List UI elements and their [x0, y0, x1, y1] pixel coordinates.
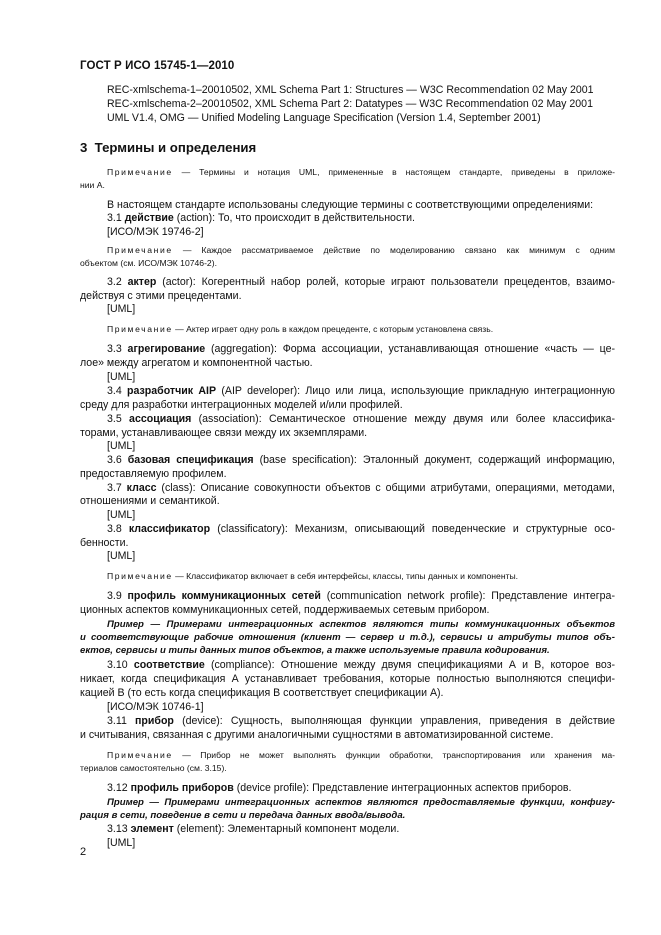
note-cont: нии А.	[80, 180, 105, 190]
section-title: Термины и определения	[94, 140, 257, 155]
term-3-9: 3.9 профиль коммуникационных сетей (communication network profile): Представление интегра-	[107, 590, 615, 602]
page-number: 2	[80, 846, 87, 858]
note: Примечание — Актер играет одну роль в каждом прецеденте, с которым установлена связь.	[107, 324, 494, 334]
source-ref: [ИСО/МЭК 19746-2]	[107, 226, 204, 238]
note-cont: объектом (см. ИСО/МЭК 10746-2).	[80, 258, 217, 268]
source-ref: [UML]	[107, 303, 136, 315]
term-3-7: 3.7 класс (class): Описание совокупности объектов с общими атрибутами, операциями, методами,	[107, 482, 615, 494]
note: Примечание — Прибор не может выполнять функции обработки, транспортирования или хранения ма-	[107, 750, 615, 760]
source-ref: [ИСО/МЭК 10746-1]	[107, 701, 204, 713]
note-label: Примечание	[107, 167, 173, 177]
note-label: Примечание	[107, 750, 173, 760]
term-3-6: 3.6 базовая спецификация (base specification): Эталонный документ, содержащий информацию,	[107, 454, 615, 466]
source-ref: [UML]	[107, 837, 136, 849]
note-label: Примечание	[107, 571, 173, 581]
intro-text: В настоящем стандарте использованы следующие термины с соответствующими определениями:	[107, 199, 594, 211]
example: Пример — Примерами интеграционных аспектов являются предоставляемые функции, конфигу-	[107, 797, 615, 808]
note-label: Примечание	[107, 324, 173, 334]
section-heading	[80, 140, 256, 155]
note-label: Примечание	[107, 245, 173, 255]
term-3-8: 3.8 классификатор (classificatory): Механизм, описывающий поведенческие и структурные осо-	[107, 523, 616, 535]
source-ref: [UML]	[107, 371, 136, 383]
term-3-5: 3.5 ассоциация (association): Семантическое отношение между двумя или более классифика-	[107, 413, 615, 425]
note-cont: териалов самостоятельно (см. 3.15).	[80, 763, 227, 773]
note: Примечание — Классификатор включает в себя интерфейсы, классы, типы данных и компоненты.	[107, 571, 519, 581]
note: Примечание — Каждое рассматриваемое действие по моделированию связано как минимум с одним	[107, 245, 615, 255]
term-3-13: 3.13 элемент (element): Элементарный компонент модели.	[107, 823, 400, 835]
source-ref: [UML]	[107, 440, 136, 452]
term-3-11: 3.11 прибор (device): Сущность, выполняющая функции управления, приведения в действие	[107, 715, 616, 727]
term-3-12: 3.12 профиль приборов (device profile): Представление интеграционных аспектов приборов.	[107, 782, 572, 794]
source-ref: [UML]	[107, 509, 136, 521]
term-3-2: 3.2 актер (actor): Когерентный набор ролей, которые играют пользователи прецедентов, взаимо-	[107, 276, 615, 288]
example: Пример — Примерами интеграционных аспектов являются типы коммуникационных объектов	[107, 619, 615, 630]
section-number: 3	[80, 140, 88, 155]
term-3-1: 3.1 действие (action): То, что происходит в действительности.	[107, 212, 415, 224]
reference-line: REC-xmlschema-1–20010502, XML Schema Part 1: Structures — W3C Recommendation 02 May 2001	[107, 84, 594, 96]
source-ref: [UML]	[107, 550, 136, 562]
document-page: ГОСТ Р ИСО 15745-1—2010 REC-xmlschema-1–20010502, XML Schema Part 1: Structures — W3C Recommendation 02 May 2001 REC-xmlschema-2–20010502, XML Schema Part 2: Datatypes — W3C Recommendation 02 May 2001 UML V1.4, OMG — Unified Modeling Language Specification (Version 1.4, September 2001) 3 Термины и определения Примечание — Термины и нотация UML, примененные в настоящем стандарте, приведены в приложе- нии А. В настоящем стандарте использованы следующие термины с соответствующими определениями: 3.1 действие (action): То, что происходит в действительности. [ИСО/МЭК 19746-2] Примечание — Каждое рассматриваемое действие по моделированию связано как минимум с одним объектом (см. ИСО/МЭК 10746-2). 3.2 актер (actor): Когерентный набор ролей, которые играют пользователи прецедентов, взаимо- действуя с этими прецедентами. [UML] Примечание — Актер играет одну роль в каждом прецеденте, с которым установлена связь. 3.3 агрегирование (aggregation): Форма ассоциации, устанавливающая отношение «часть — це- лое» между агрегатом и компонентной частью. [UML] 3.4 разработчик AIP (AIP developer): Лицо или лица, использующие прикладную интеграционную среду для разработки интеграционных моделей и/или профилей. 3.5 ассоциация (association): Семантическое отношение между двумя или более классифика- торами, устанавливающее связи между их экземплярами. [UML] 3.6 базовая спецификация (base specification): Эталонный документ, содержащий информацию, предоставляемую профилем. 3.7 класс (class): Описание совокупности объектов с общими атрибутами, операциями, методами, отношениями и семантикой. [UML] 3.8 классификатор (classificatory): Механизм, описывающий поведенческие и структурные осо- бенности. [UML] Примечание — Классификатор включает в себя интерфейсы, классы, типы данных и компоненты. 3.9 профиль коммуникационных сетей (communication network profile): Представление интегра- ционных аспектов коммуникационных сетей, поддерживаемых сетевым прибором. Пример — Примерами интеграционных аспектов являются типы коммуникационных объектов и соответствующие рабочие отношения (клиент — сервер и т.д.), сервисы и атрибуты типов объ- ектов, сервисы и типы данных типов объектов, а также используемые правила кодирования. 3.10 соответствие (compliance): Отношение между двумя спецификациями А и В, которое воз- никает, когда спецификация А устанавливает требования, которые полностью выполняются специфи- кацией В (то есть когда спецификация В соответствует спецификации А). [ИСО/МЭК 10746-1] 3.11 прибор (device): Сущность, выполняющая функции управления, приведения в действие и считывания, связанная с другими аналогичными сущностями в автоматизированной системе. Примечание — Прибор не может выполнять функции обработки, транспортирования или хранения ма- териалов самостоятельно (см. 3.15). 3.12 профиль приборов (device profile): Представление интеграционных аспектов приборов. Пример — Примерами интеграционных аспектов являются предоставляемые функции, конфигу- рация в сети, поведение в сети и передача данных ввода/вывода. 3.13 элемент (element): Элементарный компонент модели. [UML] 2	[80, 60, 616, 858]
reference-line: UML V1.4, OMG — Unified Modeling Language Specification (Version 1.4, September 2001)	[107, 112, 541, 124]
reference-line: REC-xmlschema-2–20010502, XML Schema Part 2: Datatypes — W3C Recommendation 02 May 2001	[107, 98, 593, 110]
document-header: ГОСТ Р ИСО 15745-1—2010	[80, 60, 235, 72]
term-3-3: 3.3 агрегирование (aggregation): Форма ассоциации, устанавливающая отношение «часть — це-	[107, 343, 616, 355]
example-label: Пример	[107, 619, 144, 630]
term-3-10: 3.10 соответствие (compliance): Отношение между двумя спецификациями А и В, которое воз-	[107, 659, 615, 671]
note: Примечание — Термины и нотация UML, примененные в настоящем стандарте, приведены в приложе-	[107, 167, 615, 177]
term-3-4: 3.4 разработчик AIP (AIP developer): Лицо или лица, использующие прикладную интеграционную	[107, 385, 615, 397]
example-label: Пример	[107, 797, 144, 808]
